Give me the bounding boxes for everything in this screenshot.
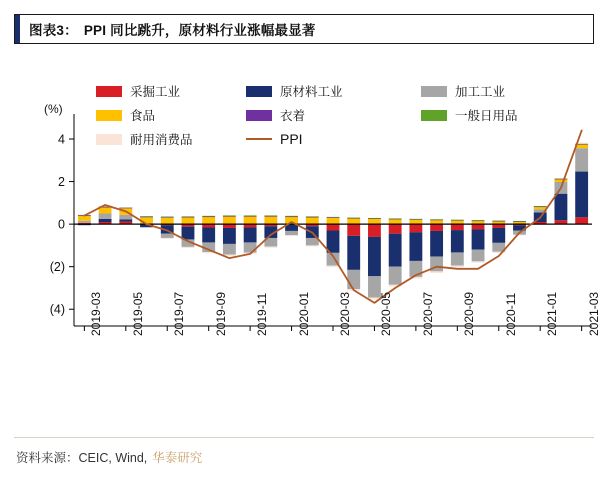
bar-segment bbox=[513, 221, 526, 222]
legend-label: PPI bbox=[280, 131, 303, 147]
bar-segment bbox=[472, 224, 485, 229]
bar-segment bbox=[161, 216, 174, 217]
bar-segment bbox=[472, 261, 485, 262]
legend-label: 食品 bbox=[130, 109, 156, 123]
bar-segment bbox=[285, 216, 298, 217]
y-tick-label: 4 bbox=[58, 132, 65, 147]
footer-divider bbox=[14, 437, 594, 438]
bar-segment bbox=[492, 228, 505, 243]
bar-segment bbox=[492, 221, 505, 222]
x-tick-label: 2020-11 bbox=[503, 292, 518, 336]
bar-segment bbox=[389, 267, 402, 285]
bar-segment bbox=[327, 231, 340, 253]
legend-swatch-icon bbox=[421, 86, 447, 97]
bar-segment bbox=[306, 245, 319, 246]
source-brand: 华泰研究 bbox=[152, 451, 203, 465]
bar-segment bbox=[575, 172, 588, 218]
x-tick-label: 2021-01 bbox=[545, 291, 560, 336]
bar-segment bbox=[244, 216, 257, 224]
x-tick-label: 2021-03 bbox=[586, 291, 601, 336]
bar-segment bbox=[430, 224, 443, 231]
x-tick-label: 2019-07 bbox=[172, 291, 187, 336]
bar-segment bbox=[223, 216, 236, 217]
bar-segment bbox=[161, 217, 174, 218]
bar-segment bbox=[161, 234, 174, 238]
bar-segment bbox=[327, 224, 340, 230]
bar-segment bbox=[451, 220, 464, 221]
bar-segment bbox=[140, 217, 153, 218]
bar-segment bbox=[472, 229, 485, 249]
bar-segment bbox=[182, 216, 195, 217]
figure-title: PPI 同比跳升，原材料行业涨幅最显著 bbox=[83, 23, 316, 38]
bar-segment bbox=[306, 217, 319, 224]
bar-segment bbox=[202, 228, 215, 243]
x-tick-label: 2019-11 bbox=[255, 292, 270, 336]
bar-segment bbox=[409, 219, 422, 224]
bar-segment bbox=[451, 224, 464, 230]
bar-segment bbox=[264, 216, 277, 217]
bar-segment bbox=[223, 244, 236, 255]
bar-segment bbox=[389, 234, 402, 267]
y-tick-label: (2) bbox=[49, 260, 65, 275]
bar-segment bbox=[244, 215, 257, 216]
bar-segment bbox=[575, 217, 588, 224]
source-label: 资料来源： bbox=[16, 451, 79, 465]
y-tick-label: 2 bbox=[58, 175, 65, 190]
bar-segment bbox=[327, 266, 340, 267]
bar-segment bbox=[182, 217, 195, 218]
bar-segment bbox=[244, 216, 257, 217]
bar-segment bbox=[182, 217, 195, 224]
legend-label: 耐用消费品 bbox=[130, 133, 193, 147]
bar-segment bbox=[555, 194, 568, 221]
legend-label: 采掘工业 bbox=[130, 85, 181, 99]
bar-segment bbox=[389, 218, 402, 219]
bar-segment bbox=[513, 235, 526, 236]
bar-segment bbox=[409, 219, 422, 220]
bar-segment bbox=[161, 218, 174, 224]
bar-segment bbox=[389, 219, 402, 224]
x-tick-label: 2020-09 bbox=[462, 291, 477, 336]
legend-swatch-icon bbox=[96, 86, 122, 97]
legend-label: 原材料工业 bbox=[280, 85, 343, 99]
y-axis-unit: (%) bbox=[44, 102, 63, 116]
legend-label: 一般日用品 bbox=[455, 109, 518, 123]
bar-segment bbox=[306, 216, 319, 217]
bar-segment bbox=[99, 208, 112, 214]
legend-item-yuancailiao bbox=[246, 82, 421, 100]
y-tick-label: (4) bbox=[49, 302, 65, 317]
bar-segment bbox=[327, 217, 340, 218]
bar-segment bbox=[306, 217, 319, 218]
bar-segment bbox=[119, 208, 132, 209]
legend-swatch-icon bbox=[246, 86, 272, 97]
bar-segment bbox=[78, 221, 91, 223]
legend-item-jiagong bbox=[421, 82, 596, 100]
bar-segment bbox=[430, 231, 443, 257]
x-tick-label: 2019-09 bbox=[213, 291, 228, 336]
x-tick-label: 2020-05 bbox=[379, 291, 394, 336]
figure-title-bar bbox=[14, 14, 594, 44]
bar-segment bbox=[119, 207, 132, 208]
bar-segment bbox=[430, 219, 443, 220]
bar-segment bbox=[472, 250, 485, 262]
bar-segment bbox=[264, 215, 277, 216]
bar-segment bbox=[347, 224, 360, 236]
bar-segment bbox=[347, 236, 360, 270]
bar-segment bbox=[140, 227, 153, 228]
bar-segment bbox=[285, 231, 298, 235]
bar-segment bbox=[99, 219, 112, 222]
bar-segment bbox=[347, 218, 360, 219]
bar-segment bbox=[223, 215, 236, 216]
bar-segment bbox=[409, 232, 422, 261]
bar-segment bbox=[472, 220, 485, 221]
bar-segment bbox=[347, 218, 360, 224]
bar-segment bbox=[161, 238, 174, 239]
bar-segment bbox=[368, 224, 381, 237]
bar-segment bbox=[368, 237, 381, 276]
bar-segment bbox=[555, 179, 568, 182]
chart-canvas bbox=[0, 100, 608, 440]
bar-segment bbox=[430, 271, 443, 273]
x-tick-label: 2019-03 bbox=[89, 291, 104, 336]
bar-segment bbox=[223, 216, 236, 224]
source-list: CEIC, Wind, bbox=[78, 451, 148, 465]
bar-segment bbox=[244, 228, 257, 243]
bar-segment bbox=[140, 216, 153, 217]
x-tick-label: 2019-05 bbox=[130, 291, 145, 336]
ppi-line bbox=[84, 131, 581, 303]
bar-segment bbox=[409, 224, 422, 232]
bar-segment bbox=[202, 216, 215, 217]
x-tick-label: 2020-01 bbox=[296, 291, 311, 336]
bar-segment bbox=[223, 228, 236, 244]
bar-segment bbox=[368, 218, 381, 219]
legend-label: 衣着 bbox=[280, 109, 306, 123]
bar-segment bbox=[99, 213, 112, 218]
bar-segment bbox=[389, 224, 402, 234]
bar-segment bbox=[347, 270, 360, 289]
bar-segment bbox=[575, 148, 588, 171]
legend-label: 加工工业 bbox=[455, 85, 506, 99]
page-title bbox=[20, 19, 316, 39]
bar-segment bbox=[327, 218, 340, 224]
bar-segment bbox=[451, 230, 464, 252]
bar-segment bbox=[285, 216, 298, 217]
bar-segment bbox=[78, 216, 91, 221]
bar-segment bbox=[430, 220, 443, 224]
bar-segment bbox=[285, 235, 298, 236]
bar-segment bbox=[451, 252, 464, 265]
bar-segment bbox=[202, 216, 215, 217]
bar-segment bbox=[264, 246, 277, 247]
bar-segment bbox=[368, 219, 381, 225]
figure-badge: 图表3： bbox=[29, 23, 78, 38]
bar-segment bbox=[119, 219, 132, 221]
bar-segment bbox=[534, 206, 547, 207]
x-tick-label: 2020-07 bbox=[420, 291, 435, 336]
bar-segment bbox=[182, 247, 195, 248]
bar-segment bbox=[202, 217, 215, 224]
bar-segment bbox=[182, 227, 195, 240]
source-note bbox=[16, 448, 202, 466]
bar-segment bbox=[119, 215, 132, 220]
x-tick-label: 2020-03 bbox=[338, 291, 352, 336]
y-tick-label: 0 bbox=[58, 217, 65, 232]
legend-item-caijue bbox=[96, 82, 246, 100]
bar-segment bbox=[264, 216, 277, 224]
bar-segment bbox=[451, 266, 464, 267]
bar-segment bbox=[244, 242, 257, 252]
